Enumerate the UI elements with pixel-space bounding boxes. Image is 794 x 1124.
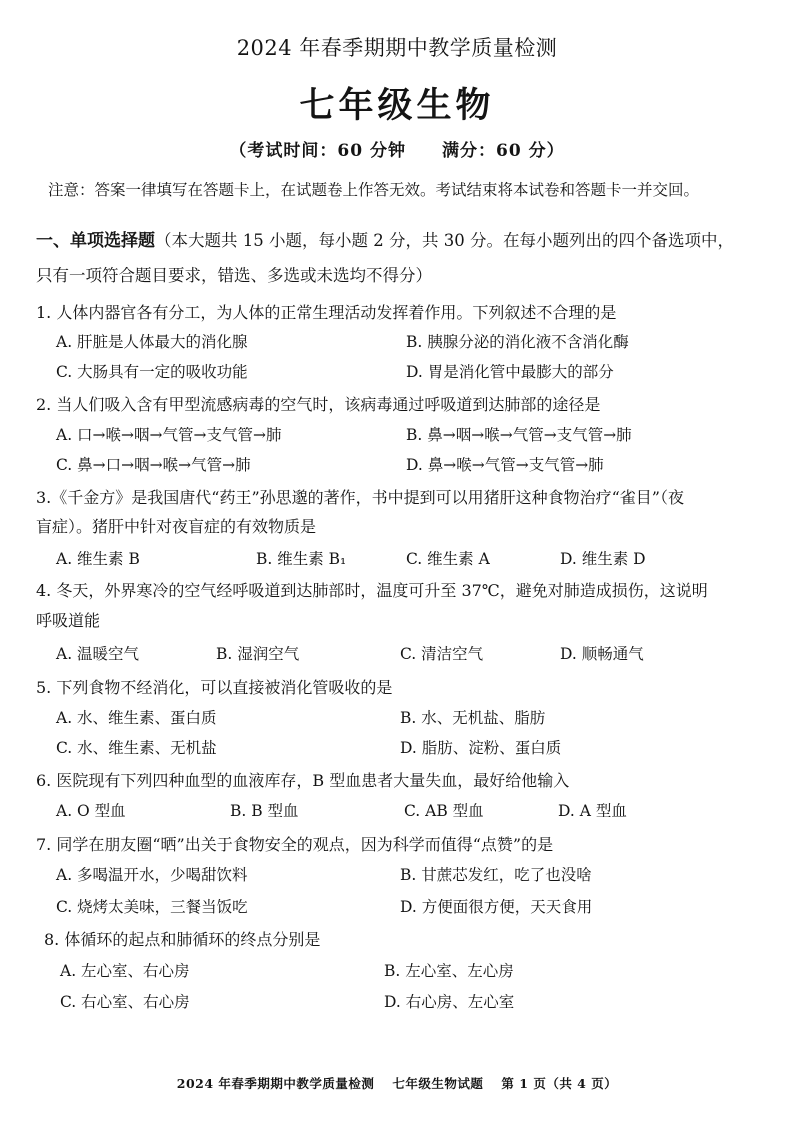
option-c: C. 烧烤太美味，三餐当饭吃 (56, 898, 248, 916)
option-a: A. O 型血 (56, 802, 126, 820)
option-a: A. 多喝温开水，少喝甜饮料 (56, 866, 248, 884)
option-b: B. 湿润空气 (216, 645, 300, 663)
footer-subject: 七年级生物试题 (392, 1076, 484, 1091)
option-a: A. 温暖空气 (56, 645, 140, 663)
option-a: A. 左心室、右心房 (60, 962, 190, 980)
option-b: B. 维生素 B₁ (256, 550, 347, 568)
question-stem: 6. 医院现有下列四种血型的血液库存，B 型血患者大量失血，最好给他输入 (36, 771, 570, 790)
question-stem-continued: 盲症）。猪肝中针对夜盲症的有效物质是 (36, 517, 317, 536)
option-d: D. 顺畅通气 (560, 645, 644, 663)
option-c: C. 水、维生素、无机盐 (56, 739, 217, 757)
exam-info (0, 136, 794, 161)
option-c: C. 大肠具有一定的吸收功能 (56, 363, 248, 381)
question-stem: 5. 下列食物不经消化，可以直接被消化管吸收的是 (36, 678, 393, 697)
page-title: 七年级生物 (299, 85, 495, 126)
option-d: D. 方便面很方便，天天食用 (400, 898, 593, 916)
option-b: B. 左心室、左心房 (384, 962, 514, 980)
notice-text: 注意：答案一律填写在答题卡上，在试题卷上作答无效。考试结束将本试卷和答题卡一并交回。 (48, 181, 700, 199)
option-a: A. 水、维生素、蛋白质 (56, 709, 217, 727)
footer-page-number: 第 1 页（共 4 页） (501, 1076, 618, 1091)
section-label: 一、单项选择题 (36, 231, 155, 251)
question-stem: 2. 当人们吸入含有甲型流感病毒的空气时，该病毒通过呼吸道到达肺部的途径是 (36, 395, 601, 414)
option-d: D. 胃是消化管中最膨大的部分 (406, 363, 614, 381)
option-d: D. 右心房、左心室 (384, 993, 515, 1011)
option-c: C. AB 型血 (404, 802, 484, 820)
option-d: D. A 型血 (558, 802, 627, 820)
option-b: B. 胰腺分泌的消化液不含消化酶 (406, 333, 629, 351)
question-stem: 8. 体循环的起点和肺循环的终点分别是 (44, 930, 321, 949)
option-c: C. 右心室、右心房 (60, 993, 190, 1011)
option-a: A. 口→喉→咽→气管→支气管→肺 (56, 426, 282, 444)
option-d: D. 脂肪、淀粉、蛋白质 (400, 739, 562, 757)
page-footer (0, 1074, 794, 1092)
question-stem: 4. 冬天，外界寒冷的空气经呼吸道到达肺部时，温度可升至 37℃，避免对肺造成损伤，这说明 (36, 581, 708, 600)
option-c: C. 鼻→口→咽→喉→气管→肺 (56, 456, 251, 474)
section-heading (36, 226, 734, 251)
option-b: B. 甘蔗芯发红，吃了也没啥 (400, 866, 592, 884)
question-stem: 1. 人体内器官各有分工，为人体的正常生理活动发挥着作用。下列叙述不合理的是 (36, 303, 617, 322)
section-desc-line2: 只有一项符合题目要求，错选、多选或未选均不得分） (36, 266, 432, 285)
option-c: C. 维生素 A (406, 550, 490, 568)
question-stem-continued: 呼吸道能 (36, 611, 101, 630)
section-desc-line1: （本大题共 15 小题，每小题 2 分，共 30 分。在每小题列出的四个备选项中， (155, 231, 734, 250)
exam-time: （考试时间：60 分钟 (229, 141, 406, 161)
question-stem: 3.《千金方》是我国唐代“药王”孙思邈的著作，书中提到可以用猪肝这种食物治疗“雀目”（夜 (36, 488, 684, 507)
exam-score: 满分：60 分） (442, 141, 565, 161)
option-c: C. 清洁空气 (400, 645, 484, 663)
option-a: A. 肝脏是人体最大的消化腺 (56, 333, 248, 351)
option-b: B. 水、无机盐、脂肪 (400, 709, 546, 727)
exam-name: 2024 年春季期期中教学质量检测 (236, 36, 558, 60)
question-stem: 7. 同学在朋友圈“晒”出关于食物安全的观点，因为科学而值得“点赞”的是 (36, 835, 554, 854)
option-d: D. 鼻→喉→气管→支气管→肺 (406, 456, 604, 474)
option-b: B. B 型血 (230, 802, 299, 820)
option-b: B. 鼻→咽→喉→气管→支气管→肺 (406, 426, 632, 444)
option-d: D. 维生素 D (560, 550, 646, 568)
option-a: A. 维生素 B (56, 550, 140, 568)
footer-exam-name: 2024 年春季期期中教学质量检测 (176, 1076, 375, 1091)
